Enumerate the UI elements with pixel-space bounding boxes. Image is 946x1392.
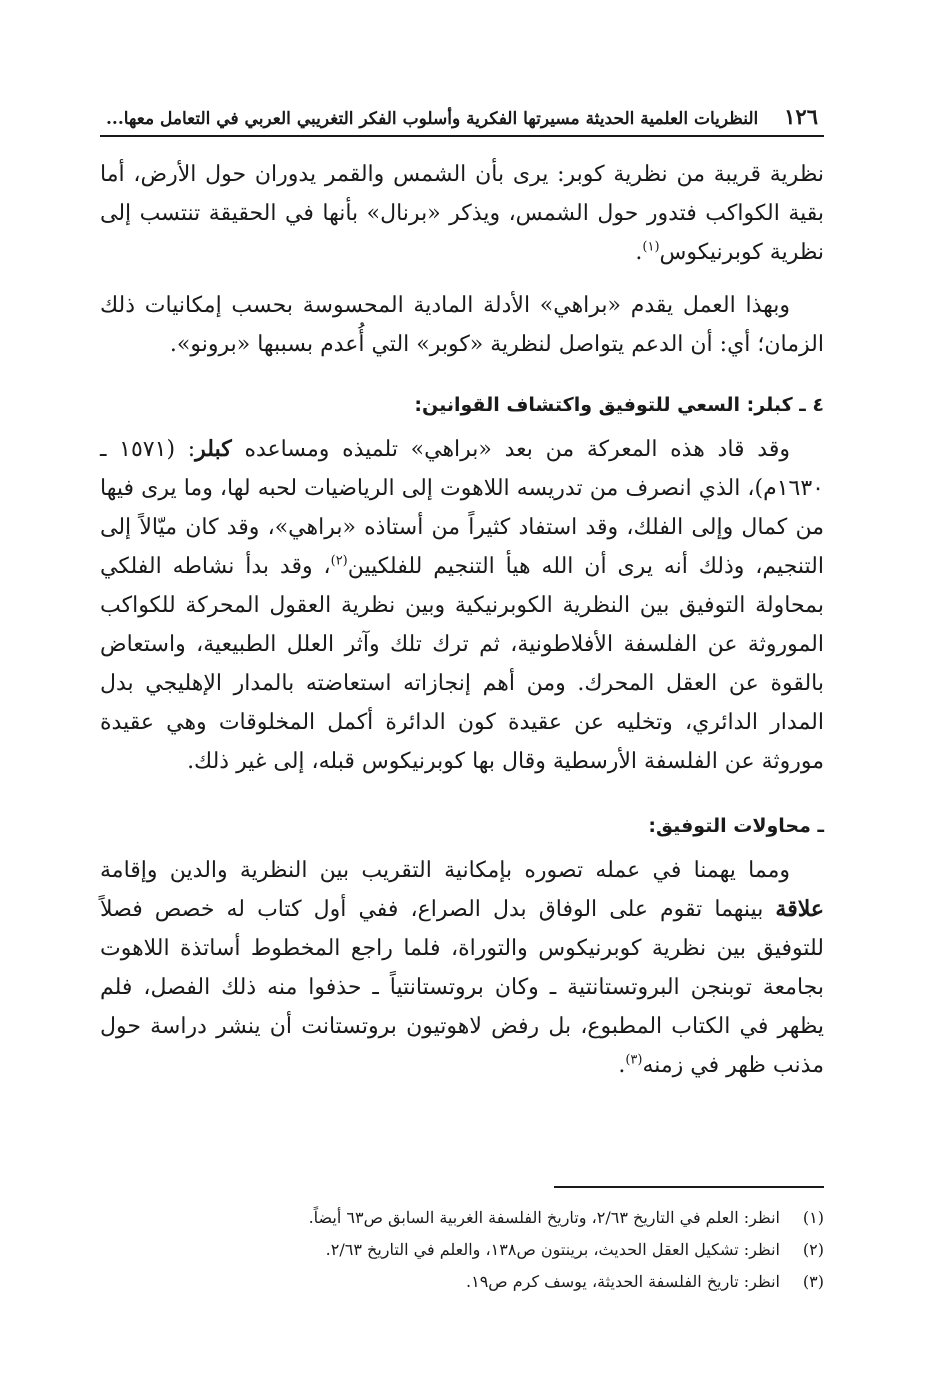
paragraph-2: وبهذا العمل يقدم «براهي» الأدلة المادية المحسوسة بحسب إمكانيات ذلك الزمان؛ أي: أن الدعم يتواصل لنظرية «كوبر» التي أُعدم بسببها «برونو». bbox=[100, 293, 824, 357]
running-header bbox=[100, 96, 824, 137]
kepler-bold: كبلر bbox=[195, 436, 232, 462]
paragraph-4-part-b: بينهما تقوم على الوفاق بدل الصراع، ففي أول كتاب له خصص فصلاً للتوفيق بين نظرية كوبرنيكوس والتوراة، فلما راجع المخطوط أساتذة اللاهوت بجامعة توبنجن البروتستانتية ـ وكان بروتستانتياً ـ حذفوا منه ذلك الفصل، فلم يظهر في الكتاب المطبوع، بل رفض لاهوتيون بروتستانت أن ينشر دراسة حول مذنب ظهر في زمنه bbox=[100, 897, 824, 1078]
footnote-item bbox=[100, 1234, 824, 1266]
body-text bbox=[100, 155, 824, 1085]
paragraph-3-part-c: ، وقد بدأ نشاطه الفلكي بمحاولة التوفيق بين النظرية الكوبرنيكية وبين نظرية العقول المحركة للكواكب الموروثة عن الفلسفة الأفلاطونية، ثم ترك تلك وآثر العلل الطبيعية، واستعاض بالقوة عن العقل المحرك. ومن أهم إنجازاته استعاضته بالمدار الإهليجي بدل المدار الدائري، وتخليه عن عقيدة كون الدائرة أكمل المخلوقات وهي عقيدة موروثة عن الفلسفة الأرسطية وقال بها كوبرنيكوس قبله، إلى غير ذلك. bbox=[100, 554, 824, 774]
footnotes bbox=[100, 1202, 824, 1298]
relation-bold: علاقة bbox=[775, 896, 824, 922]
paragraph-3 bbox=[100, 430, 824, 781]
paragraph-1-end: . bbox=[635, 240, 643, 265]
paragraph-1-text: نظرية قريبة من نظرية كوبر: يرى بأن الشمس والقمر يدوران حول الأرض، أما بقية الكواكب فتدور حول الشمس، ويذكر «برنال» بأنها في الحقيقة تنتسب إلى نظرية كوبرنيكوس bbox=[100, 162, 824, 265]
paragraph-1 bbox=[100, 155, 824, 272]
running-title: النظريات العلمية الحديثة مسيرتها الفكرية وأسلوب الفكر التغريبي العربي في التعامل معها... bbox=[106, 109, 759, 129]
footnote-number: (٢) bbox=[802, 1240, 824, 1259]
paragraph-3-part-b: : (١٥٧١ ـ ١٦٣٠م)، الذي انصرف من تدريسه اللاهوت إلى الرياضيات لحبه لها، وما يرى فيها من كمال وإلى الفلك، وقد استفاد كثيراً من أستاذه «براهي»، وقد كان ميّالاً إلى التنجيم، وذلك أنه يرى أن الله هيأ التنجيم للفلكيين bbox=[100, 437, 824, 579]
footnote-ref-2: (٢) bbox=[330, 553, 348, 569]
page-number: ١٢٦ bbox=[784, 104, 818, 129]
footnote-ref-3: (٣) bbox=[625, 1052, 643, 1068]
section-heading-kepler: ٤ ـ كبلر: السعي للتوفيق واكتشاف القوانين: bbox=[414, 394, 824, 416]
footnote-number: (٣) bbox=[802, 1272, 824, 1291]
footnote-text: انظر: تشكيل العقل الحديث، برينتون ص١٣٨، والعلم في التاريخ ٢/٦٣. bbox=[325, 1240, 780, 1259]
footnote-text: انظر: تاريخ الفلسفة الحديثة، يوسف كرم ص١٩. bbox=[466, 1272, 780, 1291]
footnote-separator bbox=[554, 1186, 824, 1188]
footnote-item bbox=[100, 1266, 824, 1298]
paragraph-4 bbox=[100, 851, 824, 1085]
paragraph-4-part-a: ومما يهمنا في عمله تصوره بإمكانية التقريب بين النظرية والدين وإقامة bbox=[100, 858, 790, 883]
footnote-number: (١) bbox=[802, 1208, 824, 1227]
footnote-ref-1: (١) bbox=[642, 239, 660, 255]
paragraph-4-end: . bbox=[618, 1053, 626, 1078]
section-heading-reconciliation: ـ محاولات التوفيق: bbox=[648, 815, 824, 837]
footnote-item bbox=[100, 1202, 824, 1234]
footnote-text: انظر: العلم في التاريخ ٢/٦٣، وتاريخ الفلسفة الغربية السابق ص٦٣ أيضاً. bbox=[308, 1208, 780, 1227]
book-page bbox=[100, 96, 824, 1291]
paragraph-3-part-a: وقد قاد هذه المعركة من بعد «براهي» تلميذه ومساعده bbox=[244, 437, 790, 462]
